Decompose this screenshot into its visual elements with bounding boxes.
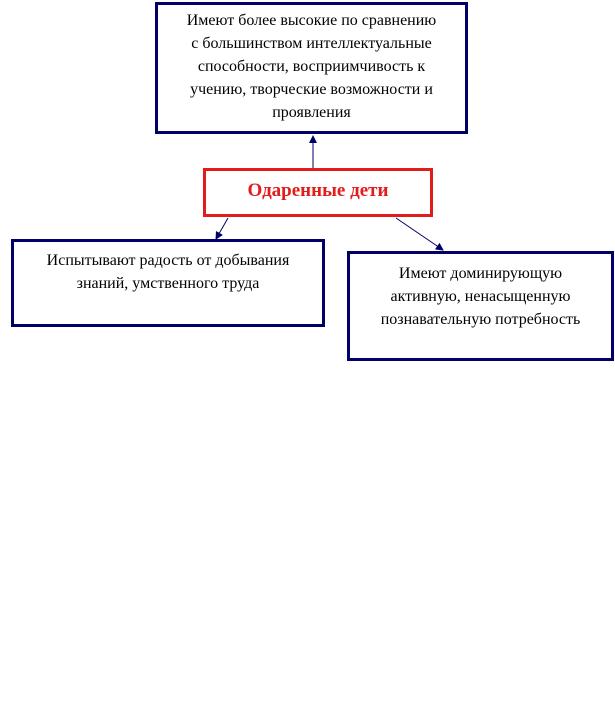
left-box-line: знаний, умственного труда: [76, 275, 260, 292]
top-box-line: способности, восприимчивость к: [197, 58, 426, 75]
top-box-line: Имеют более высокие по сравнению: [186, 12, 437, 29]
right-box-line: активную, ненасыщенную: [390, 288, 571, 305]
top-box-line: учению, творческие возможности и: [190, 81, 433, 98]
arrow-to-left: [216, 218, 228, 239]
top-box: [155, 2, 468, 134]
left-box-line: Испытывают радость от добывания: [46, 252, 290, 269]
right-box-line: Имеют доминирующую: [398, 265, 563, 282]
right-box-line: познавательную потребность: [380, 311, 581, 328]
top-box-line: проявления: [272, 104, 351, 121]
center-box: [203, 168, 433, 217]
center-box-title: Одаренные дети: [247, 180, 389, 201]
right-box: [347, 251, 614, 361]
arrow-to-right: [396, 218, 443, 250]
left-box: [11, 239, 325, 327]
top-box-line: с большинством интеллектуальные: [191, 35, 432, 52]
